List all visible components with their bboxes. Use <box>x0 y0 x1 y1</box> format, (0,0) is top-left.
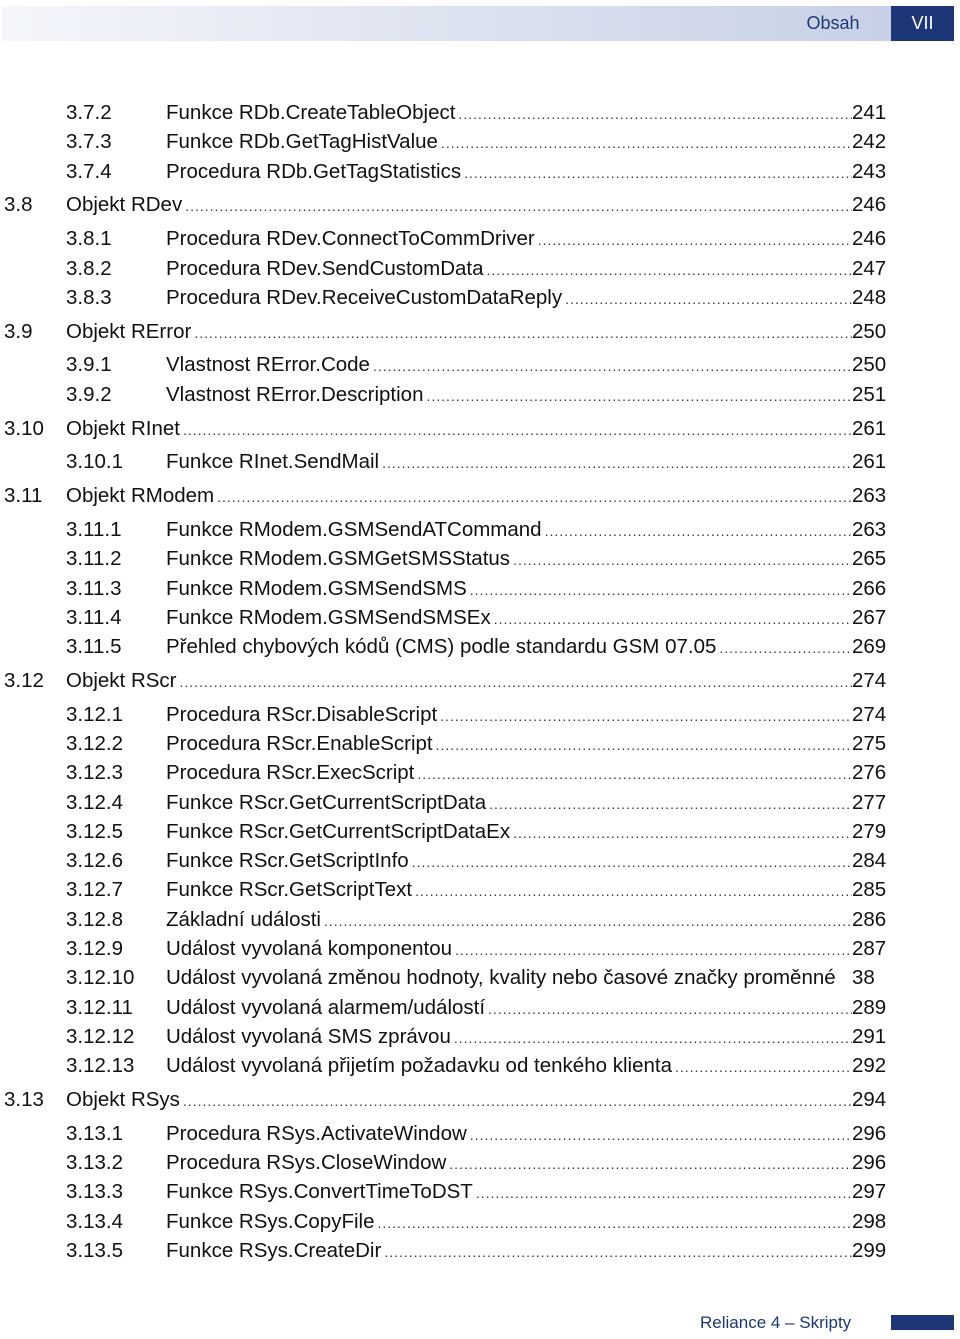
toc-entry-title: Procedura RSys.CloseWindow <box>166 1151 447 1174</box>
toc-entry-page: 294 <box>852 1088 887 1111</box>
toc-entry-number: 3.12.9 <box>66 937 123 960</box>
toc-section-entry[interactable] <box>0 603 960 633</box>
toc-entry-title-group <box>166 1236 852 1267</box>
toc-entry-page: 296 <box>852 1122 887 1145</box>
toc-entry-number: 3.12.1 <box>66 703 123 726</box>
toc-entry-page: 284 <box>852 849 887 872</box>
toc-entry-number: 3.11.1 <box>66 518 122 541</box>
toc-dot-leader <box>458 99 852 129</box>
toc-entry-title: Událost vyvolaná změnou hodnoty, kvality nebo časové značky proměnné <box>166 966 836 989</box>
toc-dot-leader <box>538 225 852 255</box>
toc-dot-leader <box>454 1023 852 1053</box>
toc-dot-leader <box>412 847 852 877</box>
toc-entry-title-group <box>166 846 852 877</box>
toc-entry-number: 3.11.4 <box>66 606 122 629</box>
toc-dot-leader <box>436 730 852 760</box>
toc-section-entry[interactable] <box>0 1236 960 1266</box>
toc-entry-title-group <box>166 544 852 575</box>
toc-entry-title: Funkce RDb.GetTagHistValue <box>166 130 438 153</box>
toc-dot-leader <box>183 1086 852 1116</box>
toc-entry-number: 3.9 <box>4 320 33 343</box>
toc-section-entry[interactable] <box>0 350 960 380</box>
toc-entry-title: Funkce RSys.CopyFile <box>166 1210 375 1233</box>
toc-entry-page: 38 <box>852 966 875 989</box>
toc-entry-page: 265 <box>852 547 887 570</box>
toc-entry-title-group <box>166 574 852 605</box>
toc-entry-title: Procedura RDev.ReceiveCustomDataReply <box>166 286 563 309</box>
toc-entry-number: 3.13 <box>4 1088 44 1111</box>
toc-section-entry[interactable] <box>0 905 960 935</box>
footer-bar <box>891 1315 954 1330</box>
toc-entry-page: 299 <box>852 1239 887 1262</box>
toc-entry-title: Přehled chybových kódů (CMS) podle standardu GSM 07.05 <box>166 635 717 658</box>
toc-entry-title-group <box>166 817 852 848</box>
toc-entry-title-group <box>166 934 852 965</box>
toc-entry-title: Funkce RModem.GSMSendSMS <box>166 577 467 600</box>
toc-dot-leader <box>373 351 852 381</box>
toc-entry-title-group <box>166 963 839 993</box>
toc-entry-title-group <box>166 224 852 255</box>
toc-entry-number: 3.13.3 <box>66 1180 123 1203</box>
toc-chapter-entry[interactable] <box>0 1085 960 1115</box>
toc-entry-number: 3.10.1 <box>66 450 123 473</box>
toc-entry-title-group <box>166 283 852 314</box>
toc-section-entry[interactable] <box>0 758 960 788</box>
toc-dot-leader <box>183 415 852 445</box>
toc-entry-title-group <box>166 254 852 285</box>
toc-entry-title-group <box>66 317 852 348</box>
toc-section-entry[interactable] <box>0 875 960 905</box>
toc-section-entry[interactable] <box>0 283 960 313</box>
toc-entry-title-group <box>166 98 852 129</box>
toc-entry-title: Vlastnost RError.Code <box>166 353 370 376</box>
toc-entry-number: 3.8 <box>4 193 33 216</box>
toc-dot-leader <box>441 128 852 158</box>
footer-title: Reliance 4 – Skripty <box>700 1313 852 1332</box>
toc-section-entry[interactable] <box>0 729 960 759</box>
toc-entry-number: 3.9.1 <box>66 353 112 376</box>
toc-entry-number: 3.11 <box>4 484 43 507</box>
toc-entry-title-group <box>166 350 852 381</box>
toc-entry-title-group <box>166 603 852 634</box>
toc-entry-title: Procedura RDb.GetTagStatistics <box>166 160 462 183</box>
toc-entry-title: Procedura RSys.ActivateWindow <box>166 1122 467 1145</box>
toc-entry-number: 3.12.11 <box>66 996 133 1019</box>
toc-entry-number: 3.11.2 <box>66 547 122 570</box>
toc-dot-leader <box>382 448 852 478</box>
toc-section-entry[interactable] <box>0 632 960 662</box>
toc-section-entry[interactable] <box>0 544 960 574</box>
toc-entry-number: 3.11.3 <box>66 577 122 600</box>
toc-entry-page: 243 <box>852 160 887 183</box>
toc-entry-page: 277 <box>852 791 887 814</box>
toc-entry-page: 276 <box>852 761 887 784</box>
page-header-band <box>2 6 891 41</box>
toc-entry-page: 275 <box>852 732 887 755</box>
toc-dot-leader <box>476 1178 852 1208</box>
toc-entry-page: 248 <box>852 286 887 309</box>
toc-entry-title: Objekt RInet <box>66 417 180 440</box>
toc-entry-title-group <box>66 481 852 512</box>
toc-entry-number: 3.12.8 <box>66 908 123 931</box>
toc-entry-page: 247 <box>852 257 887 280</box>
toc-entry-title: Objekt RError <box>66 320 192 343</box>
toc-entry-page: 242 <box>852 130 887 153</box>
toc-section-entry[interactable] <box>0 157 960 187</box>
toc-dot-leader <box>324 906 852 936</box>
toc-entry-title: Událost vyvolaná SMS zprávou <box>166 1025 451 1048</box>
toc-section-entry[interactable] <box>0 1148 960 1178</box>
toc-chapter-entry[interactable] <box>0 190 960 220</box>
toc-entry-title-group <box>166 729 852 760</box>
toc-entry-number: 3.13.2 <box>66 1151 123 1174</box>
toc-entry-page: 279 <box>852 820 887 843</box>
toc-section-entry[interactable] <box>0 515 960 545</box>
toc-entry-title-group <box>66 414 852 445</box>
toc-entry-page: 285 <box>852 878 887 901</box>
toc-section-entry[interactable] <box>0 1207 960 1237</box>
toc-entry-number: 3.12.12 <box>66 1025 135 1048</box>
toc-entry-page: 261 <box>852 417 887 440</box>
toc-section-entry[interactable] <box>0 574 960 604</box>
toc-entry-title-group <box>166 1207 852 1238</box>
header-page-number: VII <box>891 6 954 41</box>
toc-entry-number: 3.10 <box>4 417 44 440</box>
toc-entry-title: Funkce RScr.GetScriptText <box>166 878 413 901</box>
toc-entry-number: 3.7.2 <box>66 101 112 124</box>
toc-dot-leader <box>470 1120 852 1150</box>
toc-entry-number: 3.12.2 <box>66 732 123 755</box>
toc-entry-page: 289 <box>852 996 887 1019</box>
toc-dot-leader <box>494 604 852 634</box>
toc-entry-page: 292 <box>852 1054 887 1077</box>
toc-entry-title: Událost vyvolaná přijetím požadavku od tenkého klienta <box>166 1054 672 1077</box>
toc-dot-leader <box>180 667 853 697</box>
toc-entry-page: 241 <box>852 101 887 124</box>
toc-entry-title-group <box>166 1148 852 1179</box>
toc-chapter-entry[interactable] <box>0 666 960 696</box>
toc-entry-title-group <box>66 190 852 221</box>
toc-entry-title: Procedura RScr.DisableScript <box>166 703 438 726</box>
toc-entry-number: 3.7.3 <box>66 130 112 153</box>
toc-entry-number: 3.12.10 <box>66 966 135 989</box>
toc-entry-page: 246 <box>852 193 887 216</box>
toc-dot-leader <box>377 1208 852 1238</box>
toc-section-entry[interactable] <box>0 447 960 477</box>
toc-section-entry[interactable] <box>0 788 960 818</box>
toc-entry-title: Funkce RScr.GetCurrentScriptDataEx <box>166 820 511 843</box>
toc-entry-number: 3.9.2 <box>66 383 112 406</box>
toc-entry-page: 251 <box>852 383 887 406</box>
toc-dot-leader <box>489 789 852 819</box>
toc-entry-title: Procedura RDev.SendCustomData <box>166 257 484 280</box>
toc-entry-title: Funkce RModem.GSMSendSMSEx <box>166 606 491 629</box>
toc-dot-leader <box>513 818 852 848</box>
toc-entry-title-group <box>166 1022 852 1053</box>
toc-entry-page: 263 <box>852 518 887 541</box>
toc-entry-title: Procedura RScr.ExecScript <box>166 761 415 784</box>
toc-entry-title: Objekt RModem <box>66 484 215 507</box>
toc-entry-number: 3.8.2 <box>66 257 112 280</box>
toc-chapter-entry[interactable] <box>0 317 960 347</box>
toc-entry-page: 269 <box>852 635 887 658</box>
toc-dot-leader <box>565 284 852 314</box>
toc-entry-title: Procedura RDev.ConnectToCommDriver <box>166 227 535 250</box>
toc-section-entry[interactable] <box>0 1177 960 1207</box>
toc-section-entry[interactable] <box>0 993 960 1023</box>
toc-entry-title: Procedura RScr.EnableScript <box>166 732 433 755</box>
toc-dot-leader <box>417 759 852 789</box>
toc-entry-number: 3.8.1 <box>66 227 112 250</box>
toc-section-entry[interactable] <box>0 254 960 284</box>
toc-entry-title: Funkce RModem.GSMGetSMSStatus <box>166 547 511 570</box>
toc-entry-title: Událost vyvolaná komponentou <box>166 937 453 960</box>
toc-entry-title-group <box>166 700 852 731</box>
toc-entry-title: Základní události <box>166 908 321 931</box>
toc-entry-page: 287 <box>852 937 887 960</box>
toc-entry-number: 3.13.4 <box>66 1210 123 1233</box>
toc-entry-page: 261 <box>852 450 887 473</box>
toc-dot-leader <box>185 191 852 221</box>
toc-entry-page: 296 <box>852 1151 887 1174</box>
toc-entry-title-group <box>166 127 852 158</box>
toc-entry-title: Funkce RModem.GSMSendATCommand <box>166 518 542 541</box>
toc-section-entry[interactable] <box>0 1051 960 1081</box>
toc-entry-title: Funkce RInet.SendMail <box>166 450 380 473</box>
toc-entry-number: 3.8.3 <box>66 286 112 309</box>
toc-entry-title-group <box>166 380 852 411</box>
toc-entry-page: 250 <box>852 353 887 376</box>
toc-dot-leader <box>449 1149 852 1179</box>
toc-dot-leader <box>545 516 852 546</box>
toc-dot-leader <box>194 318 852 348</box>
toc-entry-page: 250 <box>852 320 887 343</box>
toc-entry-title-group <box>166 157 852 188</box>
toc-dot-leader <box>440 701 852 731</box>
toc-chapter-entry[interactable] <box>0 481 960 511</box>
toc-entry-page: 291 <box>852 1025 887 1048</box>
toc-entry-title-group <box>166 758 852 789</box>
toc-dot-leader <box>426 381 852 411</box>
toc-entry-page: 263 <box>852 484 887 507</box>
toc-entry-page: 286 <box>852 908 887 931</box>
toc-entry-title-group <box>166 1051 852 1082</box>
toc-entry-title-group <box>166 632 852 663</box>
toc-section-entry[interactable] <box>0 98 960 128</box>
toc-entry-number: 3.11.5 <box>66 635 122 658</box>
toc-dot-leader <box>719 633 852 663</box>
toc-entry-page: 298 <box>852 1210 887 1233</box>
toc-entry-title-group <box>166 875 852 906</box>
toc-dot-leader <box>455 935 852 965</box>
toc-dot-leader <box>415 876 852 906</box>
toc-dot-leader <box>675 1052 852 1082</box>
toc-entry-title-group <box>166 788 852 819</box>
toc-entry-title-group <box>166 905 852 936</box>
toc-entry-title: Funkce RScr.GetCurrentScriptData <box>166 791 487 814</box>
toc-dot-leader <box>513 545 852 575</box>
toc-entry-page: 267 <box>852 606 887 629</box>
toc-entry-number: 3.12 <box>4 669 44 692</box>
toc-entry-title-group <box>66 666 852 697</box>
toc-entry-number: 3.12.3 <box>66 761 123 784</box>
toc-entry-title: Funkce RDb.CreateTableObject <box>166 101 456 124</box>
header-section-label: Obsah <box>806 13 860 33</box>
toc-entry-title: Vlastnost RError.Description <box>166 383 424 406</box>
toc-entry-title: Událost vyvolaná alarmem/událostí <box>166 996 486 1019</box>
toc-entry-number: 3.12.5 <box>66 820 123 843</box>
toc-entry-title-group <box>166 993 852 1024</box>
toc-dot-leader <box>217 482 852 512</box>
toc-section-entry[interactable] <box>0 934 960 964</box>
toc-section-entry[interactable] <box>0 1022 960 1052</box>
toc-entry-title: Objekt RSys <box>66 1088 180 1111</box>
toc-section-entry[interactable] <box>0 963 960 993</box>
toc-section-entry[interactable] <box>0 224 960 254</box>
toc-entry-number: 3.12.13 <box>66 1054 135 1077</box>
toc-entry-title-group <box>166 447 852 478</box>
toc-entry-number: 3.12.7 <box>66 878 123 901</box>
toc-entry-title: Funkce RSys.ConvertTimeToDST <box>166 1180 473 1203</box>
toc-entry-number: 3.12.4 <box>66 791 123 814</box>
toc-section-entry[interactable] <box>0 846 960 876</box>
toc-dot-leader <box>488 994 852 1024</box>
toc-entry-number: 3.12.6 <box>66 849 123 872</box>
toc-entry-title-group <box>66 1085 852 1116</box>
toc-dot-leader <box>384 1237 852 1267</box>
toc-chapter-entry[interactable] <box>0 414 960 444</box>
toc-entry-title-group <box>166 515 852 546</box>
toc-entry-page: 297 <box>852 1180 887 1203</box>
toc-entry-page: 274 <box>852 669 887 692</box>
toc-entry-number: 3.7.4 <box>66 160 112 183</box>
toc-entry-title: Funkce RSys.CreateDir <box>166 1239 382 1262</box>
toc-dot-leader <box>487 255 852 285</box>
toc-entry-page: 274 <box>852 703 887 726</box>
toc-section-entry[interactable] <box>0 817 960 847</box>
toc-entry-title-group <box>166 1119 852 1150</box>
toc-entry-title: Objekt RScr <box>66 669 177 692</box>
toc-entry-page: 246 <box>852 227 887 250</box>
toc-section-entry[interactable] <box>0 1119 960 1149</box>
toc-dot-leader <box>464 158 852 188</box>
toc-section-entry[interactable] <box>0 380 960 410</box>
toc-dot-leader <box>470 575 852 605</box>
toc-entry-number: 3.13.5 <box>66 1239 123 1262</box>
toc-entry-title: Objekt RDev <box>66 193 183 216</box>
toc-entry-title-group <box>166 1177 852 1208</box>
toc-entry-number: 3.13.1 <box>66 1122 123 1145</box>
toc-section-entry[interactable] <box>0 127 960 157</box>
toc-entry-page: 266 <box>852 577 887 600</box>
toc-section-entry[interactable] <box>0 700 960 730</box>
toc-entry-title: Funkce RScr.GetScriptInfo <box>166 849 409 872</box>
